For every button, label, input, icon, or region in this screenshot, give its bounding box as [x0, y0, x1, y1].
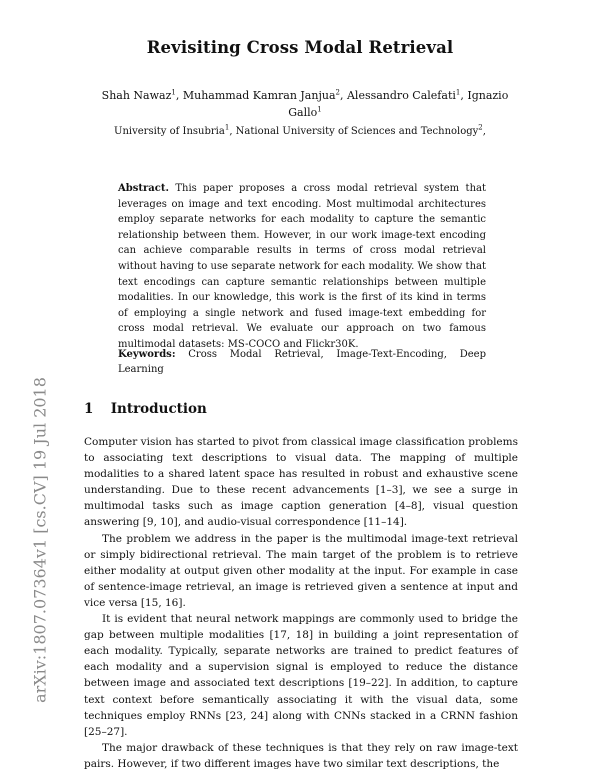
- abstract-text: This paper proposes a cross modal retrieval system that leverages on image and text encoding. Most multimodal architectures employ separate networks for each modality to capture the semantic relationship between them. However, in our work image-text encoding can achieve comparable results in terms of cross modal retrieval without having to use separate network for each modality. We show that text encodings can capture semantic relationships between multiple modalities. In our knowledge, this work is the first of its kind in terms of employing a single network and fused image-text embedding for cross modal retrieval. We evaluate our approach on two famous multimodal datasets: MS-COCO and Flickr30K.: [118, 183, 486, 350]
- author: Ignazio Gallo$^1$: [288, 89, 509, 119]
- abstract-label: Abstract.: [118, 183, 169, 194]
- keywords-text: Cross Modal Retrieval, Image-Text-Encoding, Deep Learning: [118, 349, 486, 375]
- author: Muhammad Kamran Janjua$^2$,: [182, 88, 347, 102]
- paper-title: Revisiting Cross Modal Retrieval: [146, 38, 454, 57]
- section-heading: [84, 401, 207, 417]
- keywords: [118, 347, 486, 377]
- abstract: [118, 181, 486, 353]
- keywords-label: Keywords:: [118, 349, 176, 360]
- affiliation: University of Insubria$^1$,: [114, 123, 236, 137]
- affiliation: National University of Sciences and Technology$^2$,: [235, 123, 486, 137]
- paragraph: Computer vision has started to pivot from classical image classification problems to associating text descriptions to visual data. The mapping of multiple modalities to a shared latent space has resulted in robust and exhaustive scene understanding. Due to these recent advancements [1–3], we see a surge in multimodal tasks such as image caption generation [4–8], visual question answering [9, 10], and audio-visual correspondence [11–14].: [84, 436, 518, 529]
- paragraph: The major drawback of these techniques is that they rely on raw image-text pairs. However, if two different images have two similar text descriptions, the: [84, 741, 518, 770]
- body-text: [84, 434, 518, 772]
- affiliations: [0, 123, 600, 137]
- section-number: 1: [84, 401, 94, 417]
- arxiv-stamp[interactable]: arXiv:1807.07364v1 [cs.CV] 19 Jul 2018: [30, 377, 50, 703]
- section-title: Introduction: [110, 401, 207, 417]
- author: Alessandro Calefati$^1$,: [346, 88, 468, 102]
- author-list: [95, 87, 515, 121]
- paragraph: It is evident that neural network mappings are commonly used to bridge the gap between multiple modalities [17, 18] in building a joint representation of each modality. Typically, separate networks are trained to predict features of each modality and a supervision signal is employed to reduce the distance between image and associated text descriptions [19–22]. In addition, to capture text context before semantically associating it with the visual data, some techniques employ RNNs [23, 24] along with CNNs stacked in a CRNN fashion [25–27].: [84, 613, 518, 738]
- author: Shah Nawaz$^1$,: [101, 88, 183, 102]
- paragraph: The problem we address in the paper is the multimodal image-text retrieval or simply bidirectional retrieval. The main target of the problem is to retrieve either modality at output given other modality at the input. For example in case of sentence-image retrieval, an image is retrieved given a sentence at input and vice versa [15, 16].: [84, 532, 518, 609]
